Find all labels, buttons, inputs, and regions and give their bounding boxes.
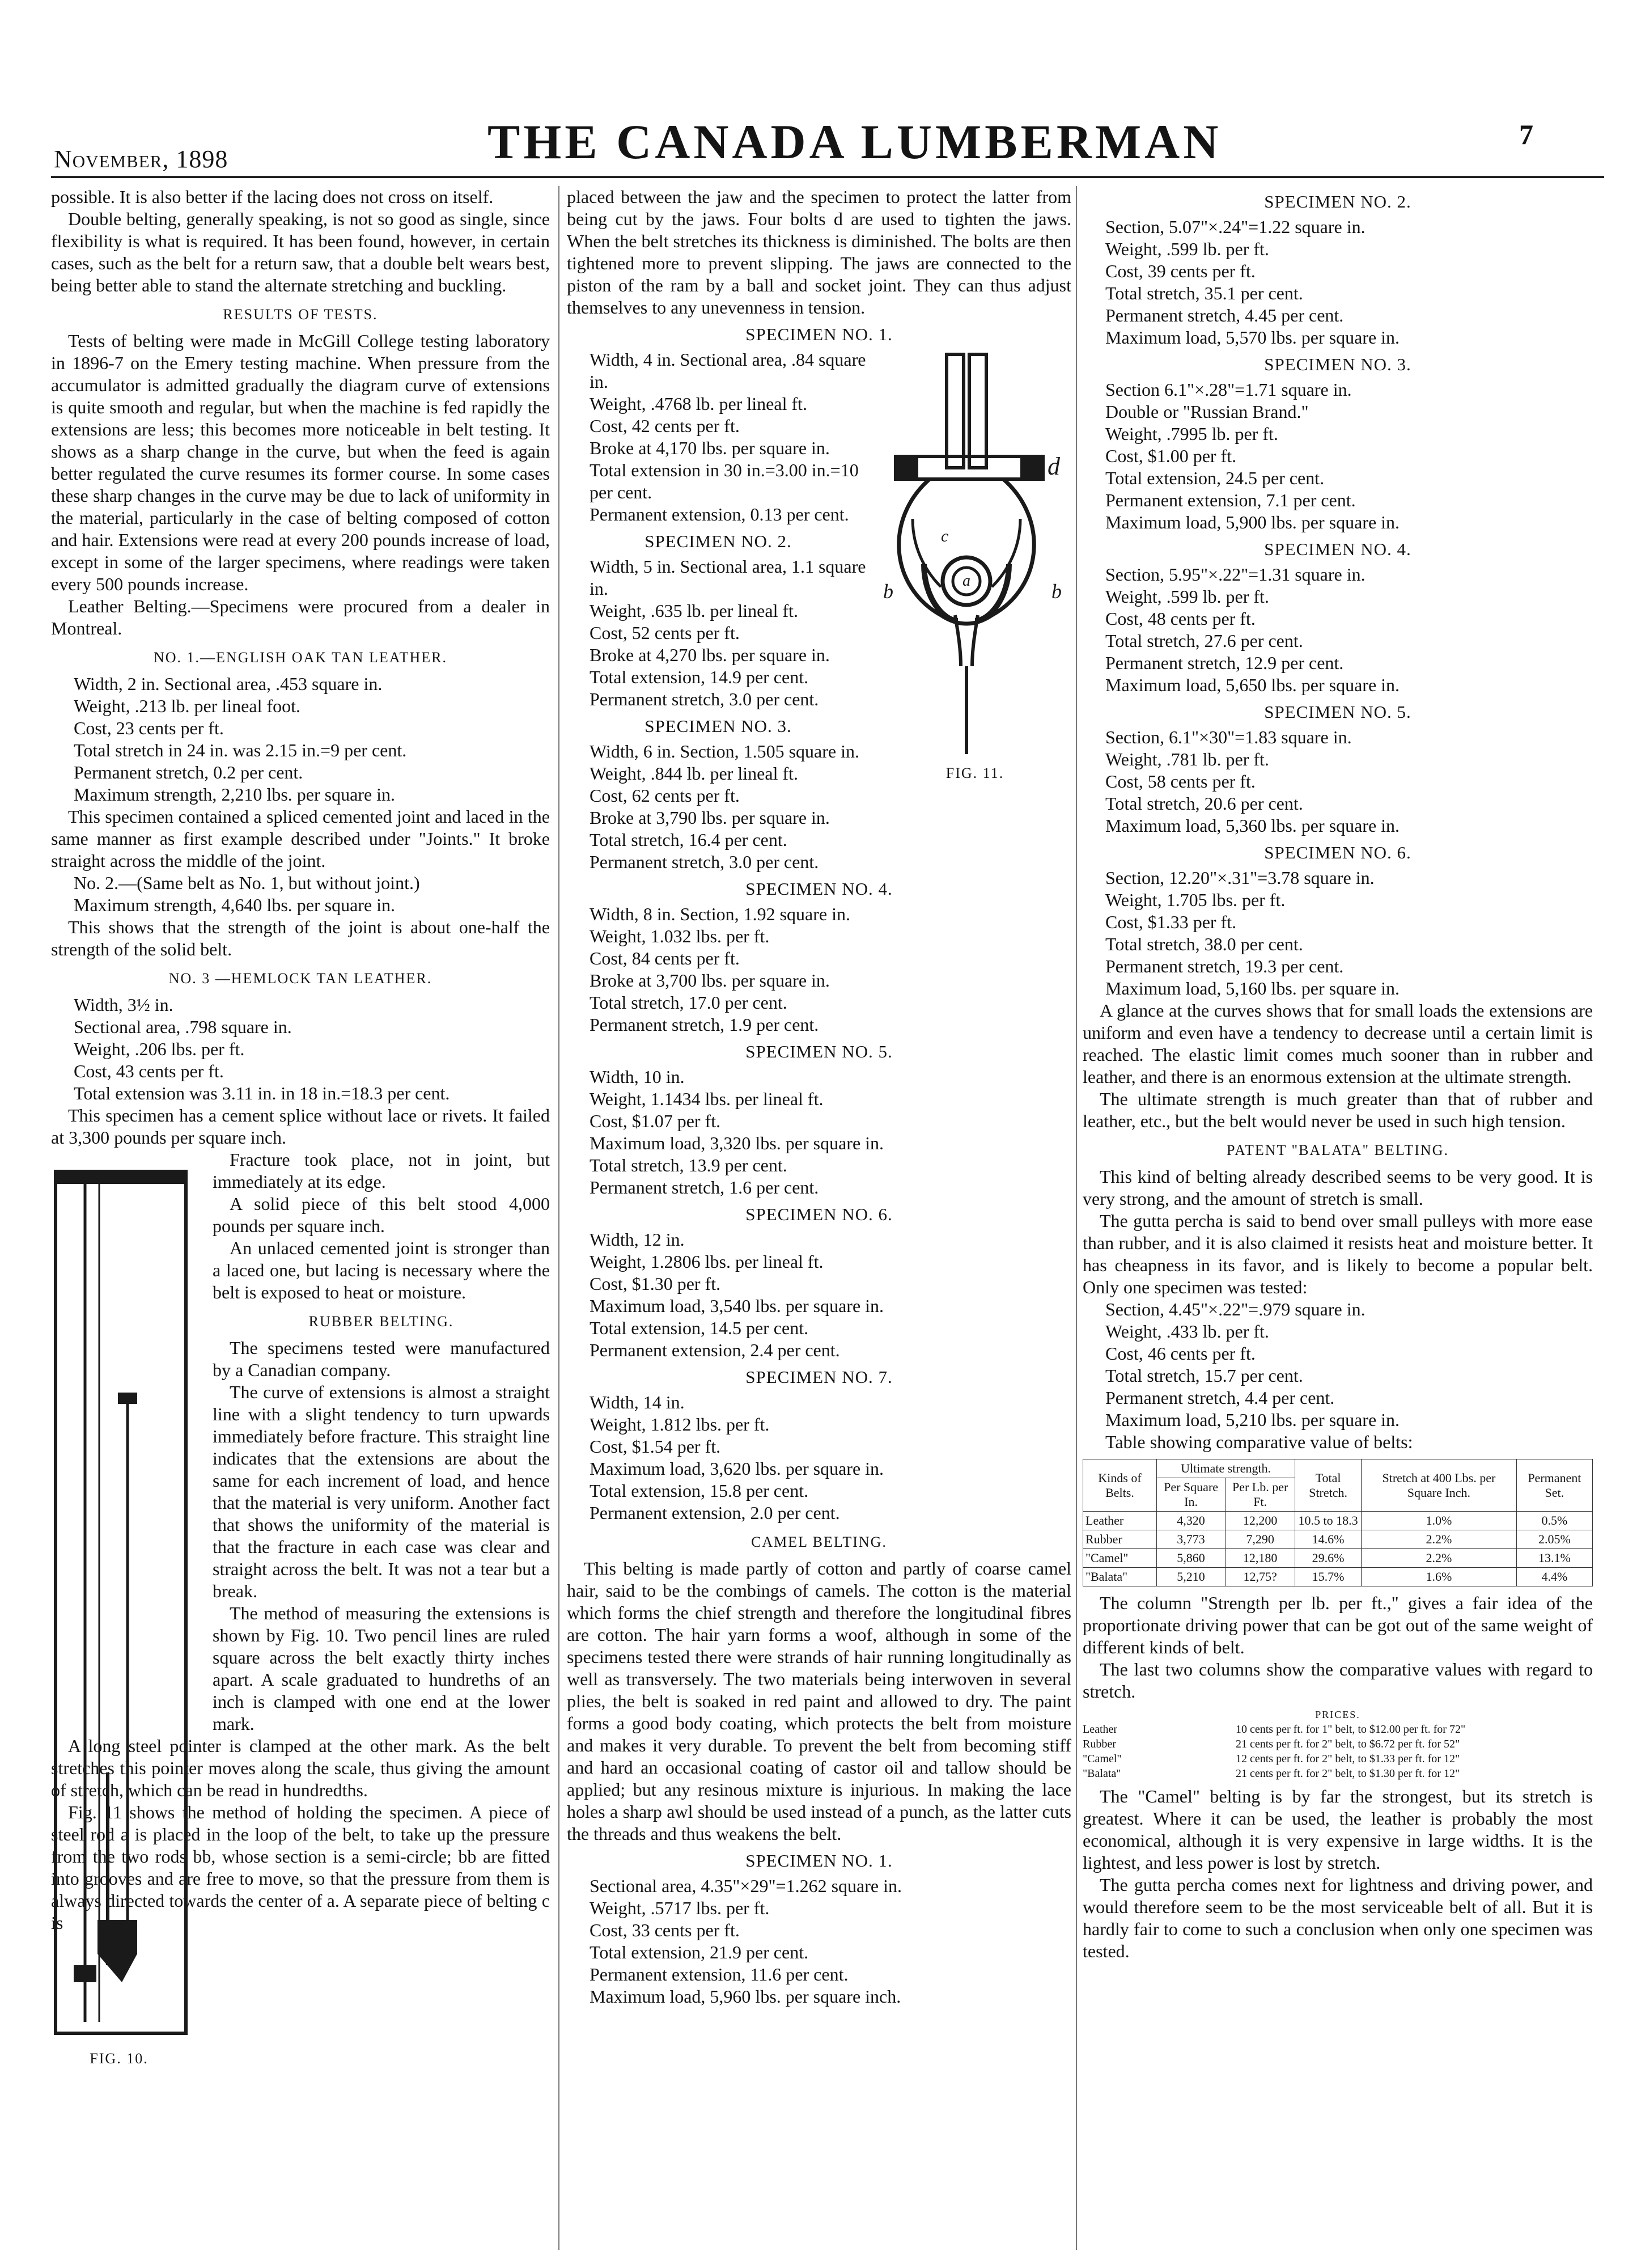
- data-line: Cost, 43 cents per ft.: [74, 1061, 224, 1081]
- table-cell: 2.05%: [1516, 1530, 1592, 1549]
- price-text: 12 cents per ft. for 2" belt, to $1.33 per ft. for 12": [1236, 1753, 1460, 1765]
- data-line: Maximum strength, 4,640 lbs. per square in.: [74, 895, 396, 915]
- figure-10-text: [213, 1149, 550, 1735]
- data-line: Width, 12 in.: [590, 1229, 685, 1250]
- data-line: Permanent stretch, 4.45 per cent.: [1105, 305, 1344, 325]
- column-3: [1083, 186, 1593, 2250]
- data-line: Weight, .599 lb. per ft.: [1105, 586, 1269, 607]
- paragraph: The ultimate strength is much greater than that of rubber and leather, etc., but the belt would never be used in such high tension.: [1083, 1089, 1593, 1131]
- table-cell: 14.6%: [1295, 1530, 1362, 1549]
- figure-10: [51, 1149, 204, 2079]
- price-name: Leather: [1083, 1723, 1118, 1736]
- data-line: Width, 14 in.: [590, 1392, 685, 1412]
- data-line: Total extension was 3.11 in. in 18 in.=18.3 per cent.: [74, 1083, 450, 1103]
- data-line: Cost, 42 cents per ft.: [590, 416, 740, 436]
- data-line: Maximum load, 3,620 lbs. per square in.: [590, 1458, 884, 1479]
- data-line: Maximum load, 3,320 lbs. per square in.: [590, 1133, 884, 1153]
- data-line: Weight, .844 lb. per lineal ft.: [590, 763, 798, 784]
- data-line: Total stretch, 27.6 per cent.: [1105, 631, 1303, 651]
- data-line: Width, 5 in. Sectional area, 1.1 square in.: [590, 556, 866, 599]
- paragraph: The gutta percha is said to bend over small pulleys with more ease than rubber, and it is also claimed it resists heat and moisture better. It has cheapness in its favor, and is likely to become a popular belt. Only one specimen was tested:: [1083, 1211, 1593, 1297]
- data-line: Section, 5.95"×.22"=1.31 square in.: [1105, 564, 1366, 585]
- data-line: Permanent stretch, 3.0 per cent.: [590, 689, 819, 709]
- specimen-heading: SPECIMEN NO. 3.: [1264, 354, 1411, 374]
- section-heading: NO. 3 —HEMLOCK TAN LEATHER.: [168, 970, 432, 987]
- data-line: Cost, 62 cents per ft.: [590, 785, 740, 806]
- section-heading: RUBBER BELTING.: [308, 1313, 454, 1330]
- masthead-title: THE CANADA LUMBERMAN: [487, 115, 1222, 169]
- table-cell: 1.6%: [1362, 1568, 1517, 1586]
- data-line: Maximum load, 5,160 lbs. per square in.: [1105, 978, 1400, 998]
- figure-caption: FIG. 10.: [90, 2050, 149, 2067]
- label-a: a: [962, 572, 970, 590]
- paragraph: Double belting, generally speaking, is not so good as single, since flexibility is what is required. It has been found, however, in certain cases, such as the belt for a return saw, that a double belt wears best, being better able to stand the alternate stretching and buckling.: [51, 209, 550, 295]
- paragraph: Fig. 11 shows the method of holding the specimen. A piece of steel rod a is placed in the loop of the belt, to take up the pressure from the two rods bb, whose section is a semi-circle; bb are fitted into grooves and are free to move, so that the pressure from them is always directed towards the center of a. A separate piece of belting c is: [51, 1802, 550, 1933]
- data-line: Total extension, 24.5 per cent.: [1105, 468, 1325, 488]
- data-line: Total extension, 14.5 per cent.: [590, 1318, 809, 1338]
- data-line: Total stretch, 16.4 per cent.: [590, 830, 787, 850]
- specimen-heading: SPECIMEN NO. 4.: [1264, 539, 1411, 559]
- label-b-right: b: [1051, 580, 1062, 603]
- table-cell: Rubber: [1083, 1530, 1157, 1549]
- table-cell: 12,75?: [1226, 1568, 1295, 1586]
- data-line: Total extension, 15.8 per cent.: [590, 1480, 809, 1501]
- specimen-heading: SPECIMEN NO. 3.: [644, 716, 792, 736]
- data-line: Permanent extension, 2.4 per cent.: [590, 1340, 840, 1360]
- table-row: [1083, 1549, 1593, 1568]
- data-line: Cost, $1.30 per ft.: [590, 1273, 721, 1294]
- data-line: Broke at 3,700 lbs. per square in.: [590, 970, 830, 991]
- column-1: [51, 186, 550, 2250]
- belt-grip-figure-icon: [879, 349, 1071, 757]
- data-line: Weight, .7995 lb. per ft.: [1105, 424, 1278, 444]
- data-line: Cost, 84 cents per ft.: [590, 948, 740, 968]
- paragraph: A glance at the curves shows that for small loads the extensions are uniform and even have a tendency to decrease until a certain limit is reached. The elastic limit comes much sooner than in rubber and leather, and there is an enormous extension at the ultimate strength.: [1083, 1000, 1593, 1087]
- data-line: Width, 8 in. Section, 1.92 square in.: [590, 904, 850, 924]
- specimen-heading: SPECIMEN NO. 6.: [745, 1204, 893, 1224]
- table-row: [1083, 1530, 1593, 1549]
- table-header: Kinds of Belts.: [1083, 1459, 1157, 1512]
- table-cell: "Balata": [1083, 1568, 1157, 1586]
- data-line: No. 2.—(Same belt as No. 1, but without joint.): [74, 873, 420, 893]
- data-line: Maximum load, 5,900 lbs. per square in.: [1105, 512, 1400, 532]
- specimen-heading: SPECIMEN NO. 7.: [745, 1367, 893, 1387]
- label-d: d: [1048, 452, 1060, 480]
- table-cell: 12,180: [1226, 1549, 1295, 1568]
- data-line: Total stretch, 35.1 per cent.: [1105, 283, 1303, 303]
- data-line: Cost, 46 cents per ft.: [1105, 1343, 1256, 1364]
- prices-list: [1083, 1707, 1593, 1781]
- data-line: Total stretch, 17.0 per cent.: [590, 992, 787, 1013]
- price-text: 21 cents per ft. for 2" belt, to $6.72 per ft. for 52": [1236, 1738, 1460, 1750]
- data-line: Sectional area, .798 square in.: [74, 1017, 292, 1037]
- data-line: Total extension, 14.9 per cent.: [590, 667, 809, 687]
- paragraph: This specimen has a cement splice without lace or rivets. It failed at 3,300 pounds per square inch.: [51, 1105, 550, 1148]
- data-line: Cost, 52 cents per ft.: [590, 623, 740, 643]
- prices-title: PRICES.: [1315, 1709, 1360, 1720]
- data-line: Weight, .213 lb. per lineal foot.: [74, 696, 300, 716]
- data-line: Weight, .206 lbs. per ft.: [74, 1039, 245, 1059]
- data-line: Section, 4.45"×.22"=.979 square in.: [1105, 1299, 1366, 1319]
- data-line: Total stretch, 20.6 per cent.: [1105, 793, 1303, 814]
- table-header: Per Lb. per Ft.: [1226, 1478, 1295, 1512]
- paragraph: This kind of belting already described seems to be very good. It is very strong, and the amount of stretch is small.: [1083, 1166, 1593, 1209]
- data-line: Cost, 23 cents per ft.: [74, 718, 224, 738]
- label-b-left: b: [883, 580, 893, 603]
- paragraph: Fracture took place, not in joint, but immediately at its edge.: [213, 1149, 550, 1192]
- paragraph: This shows that the strength of the joint is about one-half the strength of the solid belt.: [51, 917, 550, 959]
- price-name: "Camel": [1083, 1753, 1122, 1765]
- table-cell: "Camel": [1083, 1549, 1157, 1568]
- data-line: Width, 6 in. Section, 1.505 square in.: [590, 741, 859, 761]
- data-line: Permanent stretch, 19.3 per cent.: [1105, 956, 1344, 976]
- paragraph: This specimen contained a spliced cemented joint and laced in the same manner as first example described under "Joints." It broke straight across the middle of the joint.: [51, 806, 550, 871]
- data-line: Permanent stretch, 3.0 per cent.: [590, 852, 819, 872]
- paragraph: The specimens tested were manufactured by a Canadian company.: [213, 1338, 550, 1380]
- paragraph: The method of measuring the extensions is shown by Fig. 10. Two pencil lines are ruled square across the belt exactly thirty inches apart. A scale graduated to hundreths of an inch is clamped with one end at the lower mark.: [213, 1603, 550, 1734]
- price-row: [1083, 1722, 1593, 1737]
- specimen-heading: SPECIMEN NO. 2.: [644, 531, 792, 551]
- data-line: Table showing comparative value of belts:: [1105, 1432, 1413, 1452]
- data-line: Permanent stretch, 12.9 per cent.: [1105, 653, 1344, 673]
- data-line: Weight, .599 lb. per ft.: [1105, 239, 1269, 259]
- data-line: Maximum load, 5,570 lbs. per square in.: [1105, 327, 1400, 348]
- data-line: Permanent extension, 0.13 per cent.: [590, 504, 849, 524]
- table-cell: 29.6%: [1295, 1549, 1362, 1568]
- data-line: Width, 2 in. Sectional area, .453 square in.: [74, 674, 383, 694]
- paragraph: possible. It is also better if the lacing does not cross on itself.: [51, 187, 494, 207]
- data-line: Cost, $1.33 per ft.: [1105, 912, 1237, 932]
- table-cell: 3,773: [1156, 1530, 1225, 1549]
- section-heading: RESULTS OF TESTS.: [223, 306, 378, 323]
- data-line: Maximum load, 5,210 lbs. per square in.: [1105, 1410, 1400, 1430]
- data-line: Permanent stretch, 0.2 per cent.: [74, 762, 303, 782]
- issue-date: November, 1898: [54, 145, 228, 173]
- data-line: Weight, 1.032 lbs. per ft.: [590, 926, 770, 946]
- data-line: Total extension in 30 in.=3.00 in.=10 per cent.: [590, 460, 859, 502]
- data-line: Cost, $1.07 per ft.: [590, 1111, 721, 1131]
- column-divider: [558, 186, 559, 2250]
- page-header: [0, 0, 1641, 173]
- price-name: Rubber: [1083, 1738, 1116, 1750]
- data-line: Maximum load, 3,540 lbs. per square in.: [590, 1296, 884, 1316]
- data-line: Weight, .781 lb. per ft.: [1105, 749, 1269, 769]
- data-line: Weight, .433 lb. per ft.: [1105, 1321, 1269, 1342]
- paragraph: The column "Strength per lb. per ft.," gives a fair idea of the proportionate driving power that can be got out of the same weight of different kinds of belt.: [1083, 1593, 1593, 1657]
- paragraph: This belting is made partly of cotton and partly of coarse camel hair, said to be the combings of camels. The cotton is the material which forms the chief strength and therefore the longitudinal fibres are cotton. The hair yarn forms a woof, although in some of the specimens tested there were strands of hair running longitudinally as well as transversely. The two materials being interwoven in several plies, the belt is soaked in red paint and allowed to dry. The paint forms a good body coating, which protects the belt from moisture and makes it very durable. To prevent the belt from becoming stiff and hard an occasional coating of castor oil and tallow should be applied; but any resinous mixture is injurious. In making the lace holes a sharp awl should be used instead of a punch, as the latter cuts the threads and thus weakens the belt.: [567, 1558, 1071, 1844]
- column-divider: [1076, 186, 1077, 2250]
- price-text: 10 cents per ft. for 1" belt, to $12.00 per ft. for 72": [1236, 1723, 1466, 1736]
- table-cell: 2.2%: [1362, 1530, 1517, 1549]
- table-cell: 10.5 to 18.3: [1295, 1512, 1362, 1530]
- data-line: Width, 10 in.: [590, 1067, 685, 1087]
- table-row: [1083, 1568, 1593, 1586]
- data-line: Maximum load, 5,960 lbs. per square inch.: [590, 1986, 901, 2007]
- table-header: Permanent Set.: [1516, 1459, 1592, 1512]
- paragraph: The curve of extensions is almost a straight line with a slight tendency to turn upwards immediately before fracture. This straight line indicates that the extensions are about the same for each increment of load, and hence that the material is very uniform. Another fact that shows the uniformity of the material is that the fracture in each case was clear and straight across the belt. It was not a tear but a break.: [213, 1382, 550, 1601]
- paragraph: An unlaced cemented joint is stronger than a laced one, but lacing is necessary where the belt is exposed to heat or moisture.: [213, 1238, 550, 1302]
- data-line: Permanent extension, 2.0 per cent.: [590, 1503, 840, 1523]
- table-cell: 5,860: [1156, 1549, 1225, 1568]
- specimen-heading: SPECIMEN NO. 6.: [1264, 843, 1411, 862]
- data-line: Maximum load, 5,650 lbs. per square in.: [1105, 675, 1400, 695]
- table-row: [1083, 1512, 1593, 1530]
- data-line: Permanent stretch, 1.6 per cent.: [590, 1177, 819, 1198]
- label-c: c: [941, 527, 949, 545]
- data-line: Permanent extension, 7.1 per cent.: [1105, 490, 1356, 510]
- data-line: Cost, $1.00 per ft.: [1105, 446, 1237, 466]
- data-line: Section 6.1"×.28"=1.71 square in.: [1105, 379, 1352, 400]
- table-cell: 0.5%: [1516, 1512, 1592, 1530]
- belt-scale-figure-icon: [51, 1149, 204, 2079]
- paragraph: The last two columns show the comparative values with regard to stretch.: [1083, 1659, 1593, 1702]
- table-cell: 5,210: [1156, 1568, 1225, 1586]
- table-cell: 15.7%: [1295, 1568, 1362, 1586]
- data-line: Total stretch in 24 in. was 2.15 in.=9 per cent.: [74, 740, 407, 760]
- specimen-heading: SPECIMEN NO. 1.: [745, 324, 893, 344]
- data-line: Cost, 58 cents per ft.: [1105, 771, 1256, 792]
- column-2: [567, 186, 1071, 2250]
- paragraph: Tests of belting were made in McGill College testing laboratory in 1896-7 on the Emery testing machine. When pressure from the accumulator is admitted gradually the diagram curve of extensions is quite smooth and regular, but when the machine is fed rapidly the extensions are less; this becomes more noticeable in belt testing. It shows as a sharp change in the curve, but when the feed is again better regulated the curve resumes its former course. In some cases these sharp changes in the curve may be due to lack of uniformity in the material, particularly in the case of belting composed of cotton and hair. Extensions were read at every 200 pounds increase of load, except in some of the larger specimens, where readings were taken every 500 pounds increase.: [51, 331, 550, 594]
- table-cell: 1.0%: [1362, 1512, 1517, 1530]
- data-line: Weight, .4768 lb. per lineal ft.: [590, 393, 807, 414]
- table-cell: 4.4%: [1516, 1568, 1592, 1586]
- data-line: Permanent extension, 11.6 per cent.: [590, 1964, 849, 1984]
- data-line: Weight, 1.705 lbs. per ft.: [1105, 890, 1286, 910]
- data-line: Weight, 1.2806 lbs. per lineal ft.: [590, 1251, 824, 1272]
- data-line: Permanent stretch, 4.4 per cent.: [1105, 1387, 1335, 1408]
- data-line: Permanent stretch, 1.9 per cent.: [590, 1014, 819, 1035]
- paragraph: A solid piece of this belt stood 4,000 pounds per square inch.: [213, 1194, 550, 1236]
- data-line: Broke at 3,790 lbs. per square in.: [590, 807, 830, 828]
- figure-caption: FIG. 11.: [945, 765, 1004, 781]
- data-line: Weight, 1.812 lbs. per ft.: [590, 1414, 770, 1435]
- data-line: Total extension, 21.9 per cent.: [590, 1942, 809, 1962]
- data-line: Weight, .635 lb. per lineal ft.: [590, 600, 798, 621]
- data-line: Broke at 4,270 lbs. per square in.: [590, 645, 830, 665]
- data-line: Broke at 4,170 lbs. per square in.: [590, 438, 830, 458]
- section-heading: PATENT "BALATA" BELTING.: [1227, 1142, 1449, 1158]
- table-header: Total Stretch.: [1295, 1459, 1362, 1512]
- specimen-heading: SPECIMEN NO. 1.: [745, 1851, 893, 1871]
- data-line: Section, 6.1"×30"=1.83 square in.: [1105, 727, 1352, 747]
- price-row: [1083, 1737, 1593, 1751]
- data-line: Total stretch, 13.9 per cent.: [590, 1155, 787, 1175]
- paragraph: A long steel pointer is clamped at the other mark. As the belt stretches this pointer moves along the scale, thus giving the amount of stretch, which can be read in hundredths.: [51, 1736, 550, 1800]
- table-header: Per Square In.: [1156, 1478, 1225, 1512]
- section-heading: CAMEL BELTING.: [751, 1534, 887, 1550]
- specimen-heading: SPECIMEN NO. 5.: [745, 1042, 893, 1061]
- paragraph: Leather Belting.—Specimens were procured from a dealer in Montreal.: [51, 596, 550, 638]
- paragraph: The gutta percha comes next for lightness and driving power, and would therefore seem to be the most serviceable belt of all. But it is hardly fair to come to such a conclusion when only one specimen was tested.: [1083, 1875, 1593, 1961]
- data-line: Weight, 1.1434 lbs. per lineal ft.: [590, 1089, 824, 1109]
- figure-11: [879, 349, 1071, 785]
- data-line: Section, 12.20"×.31"=3.78 square in.: [1105, 868, 1375, 888]
- data-line: Section, 5.07"×.24"=1.22 square in.: [1105, 217, 1366, 237]
- header-rule: [51, 176, 1604, 178]
- price-row: [1083, 1751, 1593, 1766]
- data-line: Double or "Russian Brand.": [1105, 401, 1309, 422]
- comparison-table: [1083, 1459, 1593, 1586]
- data-line: Cost, 48 cents per ft.: [1105, 608, 1256, 629]
- page-number: 7: [1519, 119, 1533, 150]
- paragraph: placed between the jaw and the specimen to protect the latter from being cut by the jaws. Four bolts d are used to tighten the jaws. When the belt stretches its thickness is diminished. The bolts are then tightened more to prevent slipping. The jaws are connected to the piston of the ram by a ball and socket joint. They can thus adjust themselves to any unevenness in tension.: [567, 187, 1071, 318]
- specimen-heading: SPECIMEN NO. 2.: [1264, 192, 1411, 211]
- specimen-heading: SPECIMEN NO. 4.: [745, 879, 893, 899]
- table-cell: 4,320: [1156, 1512, 1225, 1530]
- table-cell: Leather: [1083, 1512, 1157, 1530]
- table-cell: 2.2%: [1362, 1549, 1517, 1568]
- table-cell: 13.1%: [1516, 1549, 1592, 1568]
- table-header: Stretch at 400 Lbs. per Square Inch.: [1362, 1459, 1517, 1512]
- data-line: Weight, .5717 lbs. per ft.: [590, 1898, 770, 1918]
- paragraph: The "Camel" belting is by far the strongest, but its stretch is greatest. Where it can be used, the leather is probably the most economical, although it is very expensive in large widths. It is the lightest, and less power is lost by stretch.: [1083, 1786, 1593, 1873]
- data-line: Cost, 39 cents per ft.: [1105, 261, 1256, 281]
- price-row: [1083, 1766, 1593, 1781]
- data-line: Maximum load, 5,360 lbs. per square in.: [1105, 815, 1400, 836]
- table-header: Ultimate strength.: [1156, 1459, 1295, 1478]
- price-text: 21 cents per ft. for 2" belt, to $1.30 per ft. for 12": [1236, 1767, 1460, 1780]
- data-line: Sectional area, 4.35"×29"=1.262 square in.: [590, 1876, 902, 1896]
- data-line: Cost, 33 cents per ft.: [590, 1920, 740, 1940]
- data-line: Width, 4 in. Sectional area, .84 square in.: [590, 349, 866, 392]
- data-line: Maximum strength, 2,210 lbs. per square in.: [74, 784, 396, 805]
- section-heading: NO. 1.—ENGLISH OAK TAN LEATHER.: [153, 649, 447, 666]
- data-line: Width, 3½ in.: [74, 995, 173, 1015]
- specimen-heading: SPECIMEN NO. 5.: [1264, 702, 1411, 722]
- price-name: "Balata": [1083, 1767, 1121, 1780]
- table-cell: 7,290: [1226, 1530, 1295, 1549]
- data-line: Cost, $1.54 per ft.: [590, 1436, 721, 1457]
- table-cell: 12,200: [1226, 1512, 1295, 1530]
- data-line: Total stretch, 15.7 per cent.: [1105, 1365, 1303, 1386]
- data-line: Total stretch, 38.0 per cent.: [1105, 934, 1303, 954]
